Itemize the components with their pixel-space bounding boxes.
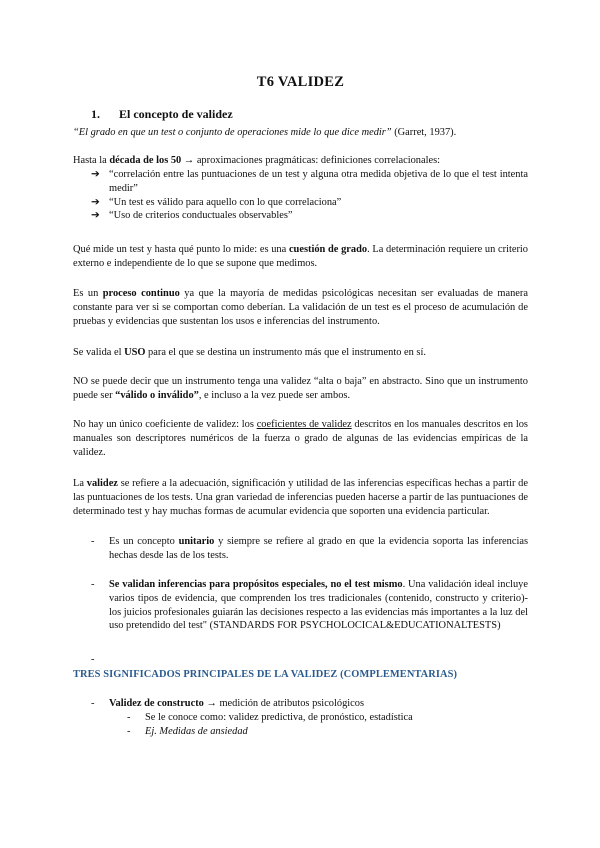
bold-run: Validez de constructo [109,698,204,709]
text-run: . Una validación ideal incluye varios tipos de evidencia, que comprenden los tres tradicionales (contenido, constructo y criterio)- los juicios profesionales guiarán las decisiones respecto a las evidencias más importantes a la luz del uso pretendido del test" (STANDARDS FOR PSYCHOLOCICAL&EDUCATIONALTESTS) [109,579,528,632]
list-item [73,168,528,196]
text-run: descritos en los manuales descritos en los manuales son descriptores numéricos de la fuerza o grado de algunas de las evidencias empíricas de la validez. [73,419,528,458]
constructo-list [73,697,528,711]
text-run: se refiere a la adecuación, significación y utilidad de las inferencias específicas hechas a partir de las puntuaciones de los tests. Una gran variedad de inferencias pueden hacerse a partir de las puntuaciones de determinado test y hay muchas formas de acumular evidencia que soporten una evidencia particular. [73,478,528,517]
constructo-sublist [73,711,528,739]
bold-run: proceso continuo [102,288,180,299]
underline-run: coeficientes de validez [256,419,352,430]
dash-bullet-icon: - [127,712,131,723]
list-item [73,697,528,711]
dash-bullet-icon: - [91,579,95,590]
validez-list [73,535,528,563]
text-run: → medición de atributos psicológicos [203,698,365,709]
definition-quote [73,126,528,140]
paragraph-uso [73,346,528,360]
list-item-text: “correlación entre las puntuaciones de un test y alguna otra medida objetiva de lo que el test intenta medir” [109,169,528,194]
list-item [73,725,528,739]
section-heading [73,108,528,122]
validez-list-2 [73,578,528,633]
list-item-text: Se le conoce como: validez predictiva, de pronóstico, estadística [145,712,413,723]
text-run: y siempre se refiere al grado en que la evidencia soporta las inferencias hechas desde las de los tests. [109,536,529,561]
paragraph-no-hay [73,418,528,459]
text-run: Es un concepto [109,536,179,547]
paragraph-la-validez [73,477,528,518]
dash-bullet-icon: - [91,536,95,547]
text-run: Qué mide un test y hasta qué punto lo mide: es una [73,244,289,255]
bold-run: “válido o inválido” [115,389,199,401]
list-item [73,196,528,210]
text-run: . La determinación requiere un criterio externo e independiente de lo que se supone que medimos. [73,244,528,269]
paragraph-no-puede [73,375,528,403]
list-item [73,711,528,725]
bold-run: cuestión de grado [288,244,368,255]
dash-bullet-icon: - [91,654,95,665]
validez-list-3 [73,653,528,667]
dash-bullet-icon: - [91,698,95,709]
list-item [73,653,528,667]
text-run: Se valida el [73,347,125,358]
list-item [73,578,528,633]
section-heading-tres: TRES SIGNIFICADOS PRINCIPALES DE LA VALIDEZ (COMPLEMENTARIAS) [73,669,458,680]
list-item-text: “Uso de criterios conductuales observables” [109,210,293,222]
text-run: No hay un único coeficiente de validez: los [73,419,257,430]
paragraph-proceso [73,287,528,328]
list-item-text: Ej. Medidas de ansiedad [145,725,248,737]
text-run: La [73,478,87,489]
list-item [73,535,528,563]
section-title: El concepto de validez [119,107,233,121]
text-run: NO se puede decir que un instrumento tenga una validez “alta o baja” en abstracto. Sino que un instrumento puede ser [73,376,528,401]
dash-bullet-icon: - [127,725,131,737]
bold-run: validez [86,478,118,489]
text-run: para el que se destina un instrumento más que el instrumento en sí. [145,347,426,358]
bold-run: década de los 50 [109,155,182,166]
paragraph-decada [73,154,528,168]
text-run: , e incluso a la vez puede ser ambos. [198,389,351,401]
list-item-text: “Un test es válido para aquello con lo que correlaciona” [109,196,342,208]
document-title: T6 VALIDEZ [256,74,345,90]
bold-run: unitario [178,536,215,547]
quote-text: “El grado en que un test o conjunto de operaciones mide lo que dice medir” [73,127,392,138]
text-run: Hasta la [73,155,110,166]
paragraph-que-mide [73,243,528,271]
arrow-bullet-icon: ➔ [91,169,100,180]
section-number: 1. [91,107,100,121]
text-run: → aproximaciones pragmáticas: definiciones correlacionales: [181,155,441,166]
text-run: ya que la mayoría de medidas psicológicas necesitan ser evaluadas de manera constante para ver si se comportan como deberían. La validación de un test es el proceso de acumulación de pruebas y evidencias que sustentan los usos e inferencias del instrumento. [73,288,528,327]
decada-list [73,168,528,223]
arrow-bullet-icon: ➔ [91,210,100,222]
bold-run: USO [124,347,146,358]
arrow-bullet-icon: ➔ [91,196,100,208]
list-item [73,209,528,223]
bold-run: Se validan inferencias para propósitos especiales, no el test mismo [109,579,403,590]
quote-citation: (Garret, 1937). [391,127,457,138]
text-run: Es un [73,288,103,299]
